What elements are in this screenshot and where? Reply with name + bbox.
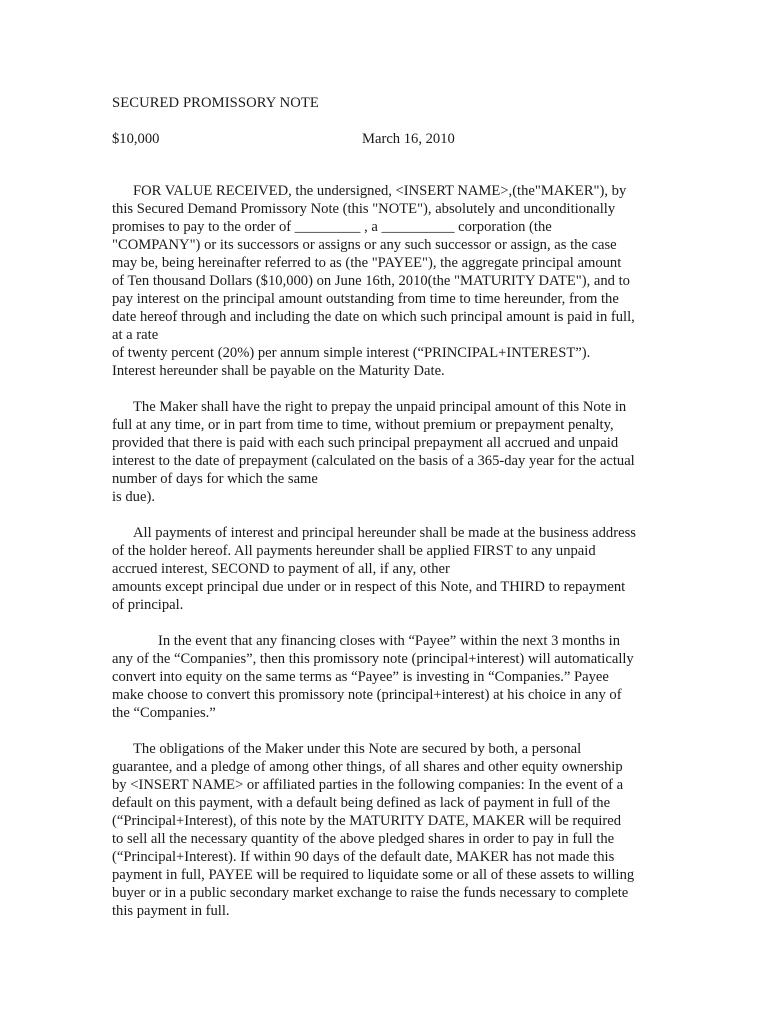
text-line: All payments of interest and principal hereunder shall be made at the business address <box>133 525 636 541</box>
text-line: Interest hereunder shall be payable on the Maturity Date. <box>112 363 445 379</box>
text-line: at a rate <box>112 327 159 343</box>
text-line: date hereof through and including the date on which such principal amount is paid in full, <box>112 309 635 325</box>
text-line: to sell all the necessary quantity of the above pledged shares in order to pay in full the <box>112 831 615 847</box>
text-line: default on this payment, with a default being defined as lack of payment in full of the <box>112 795 611 811</box>
text-line: is due). <box>112 489 155 505</box>
text-line: interest to the date of prepayment (calculated on the basis of a 365-day year for the actual <box>112 453 635 469</box>
text-line: provided that there is paid with each such principal prepayment all accrued and unpaid <box>112 435 619 451</box>
text-line: "COMPANY") or its successors or assigns or any such successor or assign, as the case <box>112 237 617 253</box>
note-amount: $10,000 <box>112 131 160 147</box>
text-line: this payment in full. <box>112 903 230 919</box>
text-line: accrued interest, SECOND to payment of all, if any, other <box>112 561 450 577</box>
text-line: (“Principal+Interest), of this note by the MATURITY DATE, MAKER will be required <box>112 813 622 829</box>
document-body <box>112 182 660 938</box>
document-title: SECURED PROMISSORY NOTE <box>112 95 319 111</box>
text-line: of principal. <box>112 597 184 613</box>
text-line: of the holder hereof. All payments hereunder shall be applied FIRST to any unpaid <box>112 543 596 559</box>
text-line: guarantee, and a pledge of among other things, of all shares and other equity ownership <box>112 759 623 775</box>
paragraph-security <box>112 740 660 920</box>
text-line: number of days for which the same <box>112 471 318 487</box>
text-line: make choose to convert this promissory note (principal+interest) at his choice in any of <box>112 687 622 703</box>
text-line: full at any time, or in part from time to time, without premium or prepayment penalty, <box>112 417 614 433</box>
text-line: of twenty percent (20%) per annum simple interest (“PRINCIPAL+INTEREST”). <box>112 345 591 361</box>
text-line: convert into equity on the same terms as “Payee” is investing in “Companies.” Payee <box>112 669 609 685</box>
text-line: buyer or in a public secondary market exchange to raise the funds necessary to complete <box>112 885 629 901</box>
text-line: payment in full, PAYEE will be required to liquidate some or all of these assets to willing <box>112 867 635 883</box>
text-line: The obligations of the Maker under this Note are secured by both, a personal <box>133 741 582 757</box>
text-line: In the event that any financing closes with “Payee” within the next 3 months in <box>158 633 621 649</box>
text-line: by <INSERT NAME> or affiliated parties in the following companies: In the event of a <box>112 777 624 793</box>
paragraph-payments <box>112 524 660 614</box>
text-line: this Secured Demand Promissory Note (this "NOTE"), absolutely and unconditionally <box>112 201 616 217</box>
paragraph-prepayment <box>112 398 660 506</box>
text-line: (“Principal+Interest). If within 90 days of the default date, MAKER has not made this <box>112 849 615 865</box>
text-line: amounts except principal due under or in respect of this Note, and THIRD to repayment <box>112 579 626 595</box>
text-line: may be, being hereinafter referred to as (the "PAYEE"), the aggregate principal amount <box>112 255 622 271</box>
text-line: promises to pay to the order of _________ , a __________ corporation (the <box>112 219 552 235</box>
paragraph-value-received <box>112 182 660 380</box>
text-line: the “Companies.” <box>112 705 216 721</box>
text-line: any of the “Companies”, then this promissory note (principal+interest) will automatically <box>112 651 634 667</box>
text-line: pay interest on the principal amount outstanding from time to time hereunder, from the <box>112 291 619 307</box>
paragraph-financing-conversion <box>112 632 660 722</box>
note-date: March 16, 2010 <box>362 131 455 147</box>
text-line: The Maker shall have the right to prepay the unpaid principal amount of this Note in <box>133 399 627 415</box>
text-line: of Ten thousand Dollars ($10,000) on June 16th, 2010(the "MATURITY DATE"), and to <box>112 273 630 289</box>
text-line: FOR VALUE RECEIVED, the undersigned, <INSERT NAME>,(the"MAKER"), by <box>133 183 627 199</box>
